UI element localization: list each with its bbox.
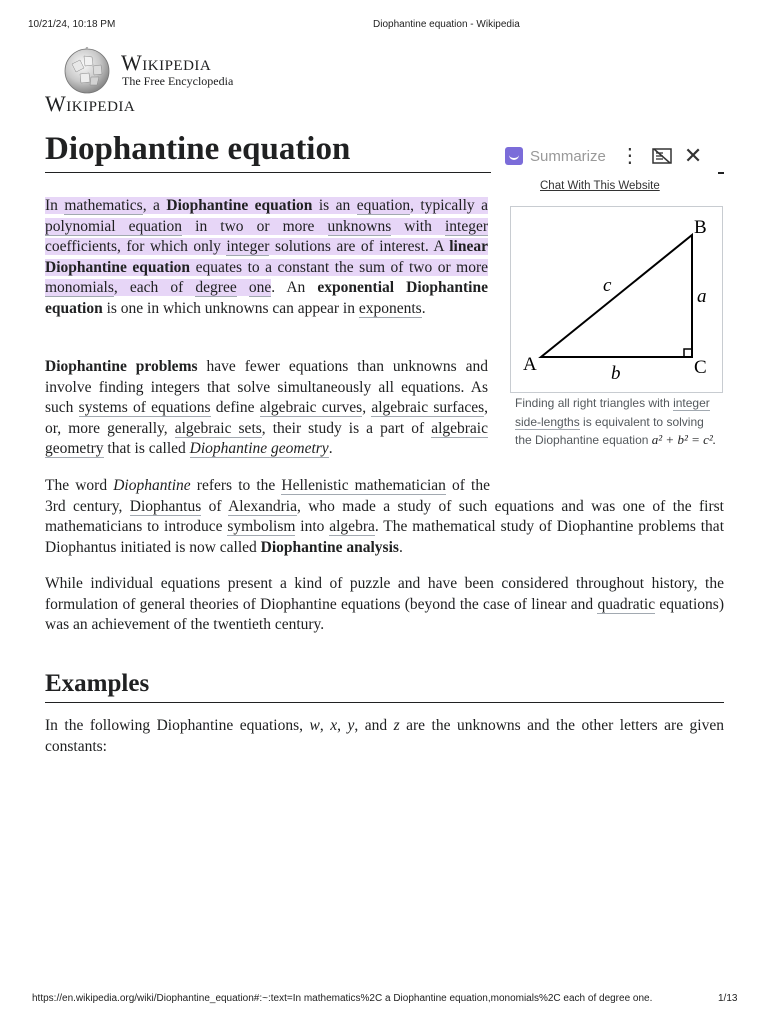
link-integer-2[interactable]: integer	[226, 238, 270, 255]
summarize-toolbar	[505, 143, 725, 169]
link-equation[interactable]: equation	[356, 197, 411, 214]
link-unknowns[interactable]: unknowns	[327, 217, 392, 235]
link-mathematics[interactable]: mathematics	[64, 197, 143, 214]
link-monomials[interactable]: monomials	[45, 279, 114, 296]
chat-with-website-link[interactable]: Chat With This Website	[540, 180, 660, 192]
examples-intro-paragraph: In the following Diophantine equations, w, x, y, and z are the unknowns and the other letters are given constants:	[45, 717, 724, 755]
print-url: https://en.wikipedia.org/wiki/Diophantine_equation#:~:text=In mathematics%2C a Diophantine equation,monomials%2C each of degree one.	[32, 993, 653, 1004]
print-page-title: Diophantine equation - Wikipedia	[373, 19, 520, 30]
wikipedia-wordmark-text[interactable]: Wikipedia	[45, 91, 136, 116]
triangle-shape	[541, 235, 692, 357]
figure-caption: Finding all right triangles with integer side-lengths is equivalent to solving the Diophantine equation a² + b² = c².	[515, 396, 717, 447]
vertex-label-c: C	[694, 357, 707, 378]
history-paragraph: While individual equations present a kind of puzzle and have been considered throughout history, the formulation of general theories of Diophantine equations (beyond the case of linear and quadratic equations) was an achievement of the twentieth century.	[45, 575, 724, 633]
hide-sidebar-icon[interactable]	[652, 148, 672, 164]
etymology-paragraph: The word Diophantine refers to the Hellenistic mathematician of the 3rd century, Diophantus of Alexandria, who made a study of such equations and was one of the first mathematicians to introduce symbolism into algebra. The mathematical study of Diophantine problems that Diophantus initiated is now called Diophantine analysis.	[45, 477, 724, 556]
link-degree[interactable]: degree	[195, 279, 237, 296]
link-exponents[interactable]: exponents	[358, 299, 422, 317]
intro-paragraph: In mathematics, a Diophantine equation is an equation, typically a polynomial equation in two or more unknowns with integer coefficients, for which only integer solutions are of interest. A linear Diophantine equation equates to a constant the sum of two or more monomials, each of degree one. An exponential Diophantine equation is one in which unknowns can appear in exponents.	[45, 197, 488, 317]
vertex-label-b: B	[694, 217, 707, 238]
close-icon[interactable]: ✕	[683, 143, 703, 168]
link-systems-of-equations[interactable]: systems of equations	[78, 399, 211, 416]
side-label-a: a	[697, 286, 707, 307]
print-datetime: 10/21/24, 10:18 PM	[28, 19, 116, 30]
link-quadratic[interactable]: quadratic	[597, 595, 656, 613]
link-integer-side-lengths[interactable]: integer side-lengths	[515, 396, 710, 429]
wikipedia-tagline: The Free Encyclopedia	[122, 74, 234, 88]
divider	[718, 172, 724, 174]
link-algebraic-curves[interactable]: algebraic curves	[259, 399, 363, 416]
link-algebra[interactable]: algebra	[329, 518, 375, 535]
page-title: Diophantine equation	[45, 128, 491, 173]
link-polynomial-equation[interactable]: polynomial equation	[45, 217, 183, 235]
print-page-number: 1/13	[718, 993, 738, 1004]
link-hellenistic-mathematician[interactable]: Hellenistic mathematician	[281, 477, 446, 494]
vertex-label-a: A	[523, 354, 537, 375]
summarize-button[interactable]: Summarize	[530, 147, 606, 165]
problems-paragraph: Diophantine problems have fewer equations than unknowns and involve finding integers that solve simultaneously all equations. As such systems of equations define algebraic curves, algebraic surfaces, or, more generally, algebraic sets, their study is a part of algebraic geometry that is called Diophantine geometry.	[45, 358, 489, 457]
link-algebraic-surfaces[interactable]: algebraic surfaces	[371, 399, 485, 416]
link-algebraic-sets[interactable]: algebraic sets	[174, 419, 262, 437]
wikipedia-globe-icon[interactable]	[62, 46, 112, 96]
section-heading-examples: Examples	[45, 668, 724, 703]
side-label-b: b	[611, 363, 621, 384]
link-algebraic-geometry[interactable]: algebraic geometry	[45, 419, 488, 457]
summarize-logo-icon[interactable]	[505, 147, 523, 165]
link-diophantine-geometry[interactable]: Diophantine geometry	[189, 440, 329, 457]
wikipedia-wordmark[interactable]: Wikipedia	[121, 50, 212, 75]
link-one[interactable]: one	[248, 279, 272, 296]
right-triangle-diagram	[511, 207, 722, 392]
link-symbolism[interactable]: symbolism	[227, 518, 296, 535]
link-integer[interactable]: integer	[444, 217, 488, 235]
side-label-c: c	[603, 275, 612, 296]
pythagorean-formula: a² + b² = c²	[651, 432, 713, 447]
link-diophantus[interactable]: Diophantus	[129, 497, 202, 515]
link-alexandria[interactable]: Alexandria	[228, 497, 297, 515]
more-options-icon[interactable]: ⋮	[619, 145, 640, 167]
right-triangle-figure[interactable]	[510, 206, 723, 393]
right-angle-marker	[684, 349, 692, 357]
